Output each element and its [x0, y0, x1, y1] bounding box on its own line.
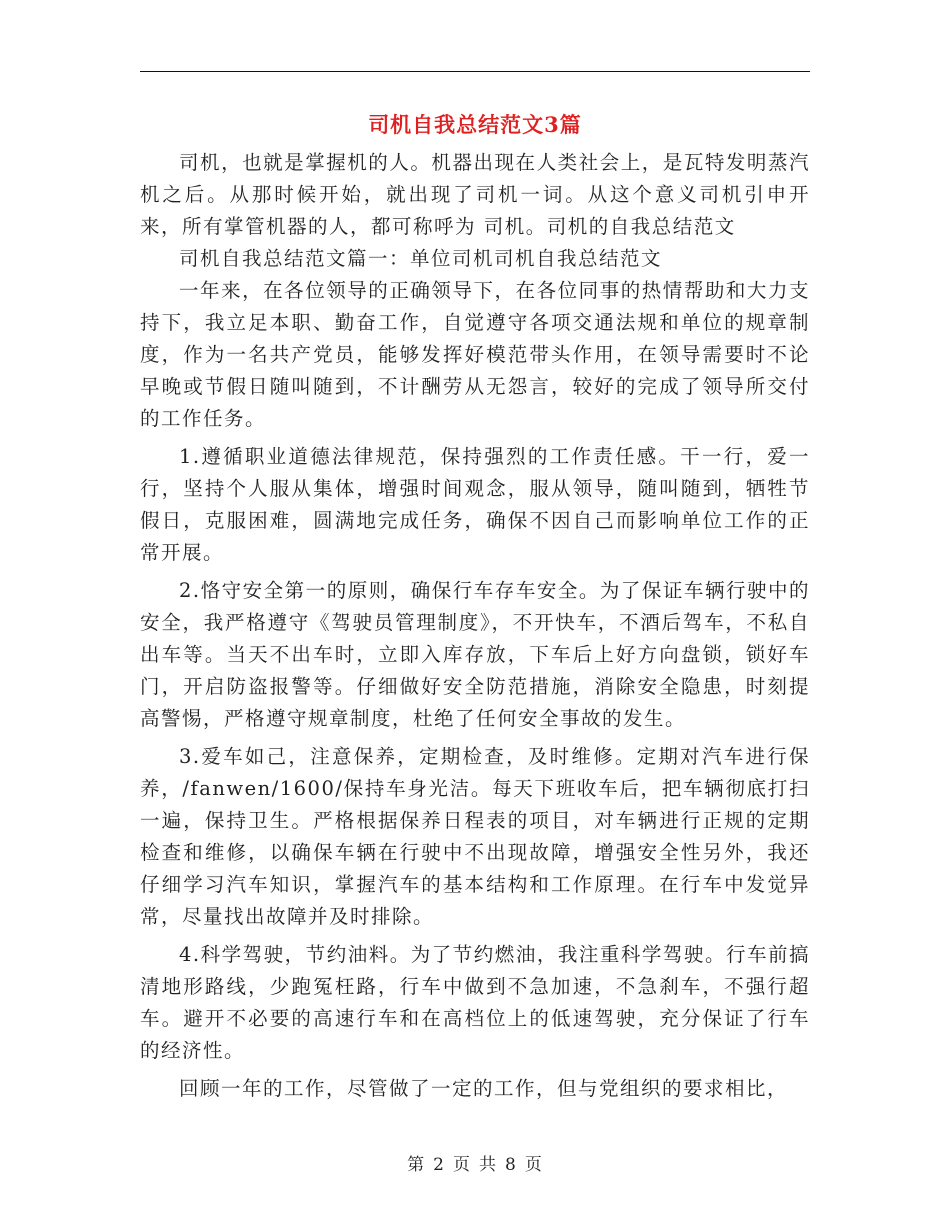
page-label-suffix: 页	[524, 1155, 543, 1175]
paragraph-overview: 一年来，在各位领导的正确领导下，在各位同事的热情帮助和大力支持下，我立足本职、勤奋工作，自觉遵守各项交通法规和单位的规章制度，作为一名共产党员，能够发挥好模范带头作用，在领导需要时不论早晚或节假日随叫随到，不计酬劳从无怨言，较好的完成了领导所交付的工作任务。	[140, 279, 810, 430]
page-total: 8	[505, 1155, 517, 1175]
paragraph-subtitle: 司机自我总结范文篇一：单位司机司机自我总结范文	[179, 247, 663, 270]
paragraph-intro: 司机，也就是掌握机的人。机器出现在人类社会上，是瓦特发明蒸汽机之后。从那时候开始，就出现了司机一词。从这个意义司机引申开来，所有掌管机器的人，都可称呼为 司机。司机的自我总结范文	[140, 151, 810, 238]
paragraph-item-1: 1.遵循职业道德法律规范，保持强烈的工作责任感。干一行，爱一行，坚持个人服从集体，增强时间观念，服从领导，随叫随到，牺牲节假日，克服困难，圆满地完成任务，确保不因自己而影响单位工作的正常开展。	[140, 445, 810, 564]
page-label-mid2: 共	[479, 1155, 497, 1175]
paragraph-item-3: 3.爱车如己，注意保养，定期检查，及时维修。定期对汽车进行保养，/fanwen/1600/保持车身光洁。每天下班收车后，把车辆彻底打扫一遍，保持卫生。严格根据保养日程表的项目，对车辆进行正规的定期检查和维修，以确保车辆在行驶中不出现故障，增强安全性另外，我还仔细学习汽车知识，掌握汽车的基本结构和工作原理。在行车中发觉异常，尽量找出故障并及时排除。	[140, 745, 810, 928]
document-body	[140, 147, 810, 1105]
document-title: 司机自我总结范文3篇	[368, 112, 582, 137]
paragraph-item-2: 2.恪守安全第一的原则，确保行车存车安全。为了保证车辆行驶中的安全，我严格遵守《驾驶员管理制度》，不开快车，不酒后驾车，不私自出车等。当天不出车时，立即入库存放，下车后上好方向盘锁，锁好车门，开启防盗报警等。仔细做好安全防范措施，消除安全隐患，时刻提高警惕，严格遵守规章制度，杜绝了任何安全事故的发生。	[140, 579, 810, 730]
paragraph-item-4: 4.科学驾驶，节约油料。为了节约燃油，我注重科学驾驶。行车前搞清地形路线，少跑冤枉路，行车中做到不急加速，不急刹车，不强行超车。避开不必要的高速行车和在高档位上的低速驾驶，充分保证了行车的经济性。	[140, 943, 810, 1062]
page-current: 2	[433, 1155, 445, 1175]
page-label-prefix: 第	[407, 1155, 426, 1175]
paragraph-review: 回顾一年的工作，尽管做了一定的工作，但与党组织的要求相比，	[179, 1077, 789, 1100]
page-footer	[0, 1152, 950, 1178]
header-rule	[140, 71, 810, 72]
page-label-mid1: 页	[453, 1155, 471, 1175]
